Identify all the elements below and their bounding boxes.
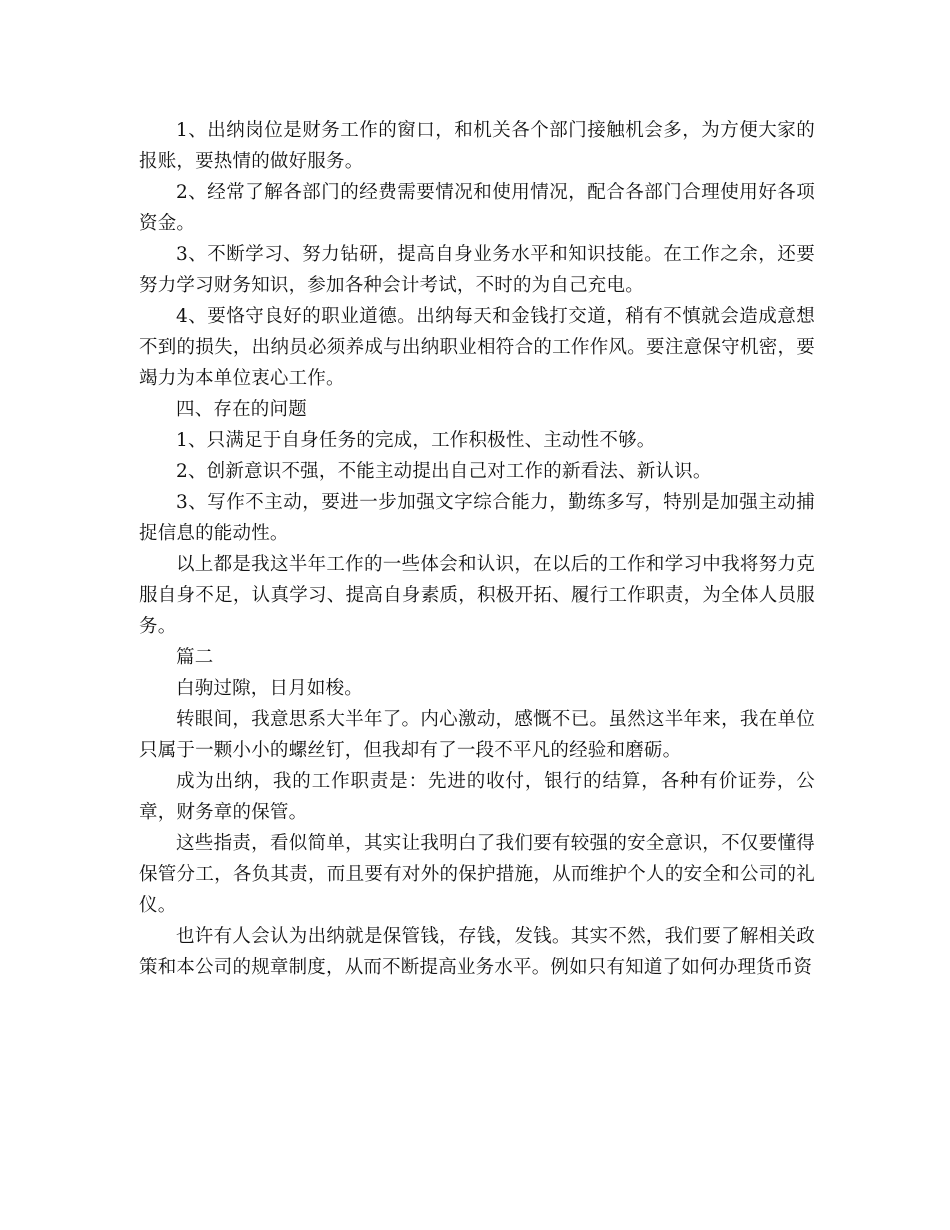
paragraph-responsibilities: 成为出纳，我的工作职责是：先进的收付，银行的结算，各种有价证券，公章，财务章的保管。 [139, 771, 815, 823]
paragraph-opening: 白驹过隙，日月如梭。 [176, 678, 364, 699]
paragraph-duty-3: 3、不断学习、努力钻研，提高自身业务水平和知识技能。在工作之余，还要努力学习财务知识，参加各种会计考试，不时的为自己充电。 [139, 244, 815, 296]
paragraph-duty-1: 1、出纳岗位是财务工作的窗口，和机关各个部门接触机会多，为方便大家的报账，要热情的做好服务。 [139, 120, 815, 172]
paragraph-safety: 这些指责，看似简单，其实让我明白了我们要有较强的安全意识，不仅要懂得保管分工，各负其责，而且要有对外的保护措施，从而维护个人的安全和公司的礼仪。 [139, 833, 815, 916]
paragraph-policy: 也许有人会认为出纳就是保管钱，存钱，发钱。其实不然，我们要了解相关政策和本公司的规章制度，从而不断提高业务水平。例如只有知道了如何办理货币资 [139, 926, 815, 978]
document-body [139, 115, 815, 983]
paragraph-duty-4: 4、要恪守良好的职业道德。出纳每天和金钱打交道，稍有不慎就会造成意想不到的损失，出纳员必须养成与出纳职业相符合的工作作风。要注意保守机密，要竭力为本单位衷心工作。 [139, 306, 815, 389]
paragraph-summary: 以上都是我这半年工作的一些体会和认识，在以后的工作和学习中我将努力克服自身不足，认真学习、提高自身素质，积极开拓、履行工作职责，为全体人员服务。 [139, 554, 815, 637]
paragraph-problem-3: 3、写作不主动，要进一步加强文字综合能力，勤练多写，特别是加强主动捕捉信息的能动性。 [139, 492, 815, 544]
section-heading-part-two: 篇二 [176, 647, 214, 668]
paragraph-problem-1: 1、只满足于自身任务的完成，工作积极性、主动性不够。 [176, 430, 656, 451]
section-heading-problems: 四、存在的问题 [176, 399, 307, 420]
paragraph-reflection: 转眼间，我意思系大半年了。内心激动，感慨不已。虽然这半年来，我在单位只属于一颗小小的螺丝钉，但我却有了一段不平凡的经验和磨砺。 [139, 709, 815, 761]
paragraph-problem-2: 2、创新意识不强，不能主动提出自己对工作的新看法、新认识。 [176, 461, 712, 482]
paragraph-duty-2: 2、经常了解各部门的经费需要情况和使用情况，配合各部门合理使用好各项资金。 [139, 182, 815, 234]
